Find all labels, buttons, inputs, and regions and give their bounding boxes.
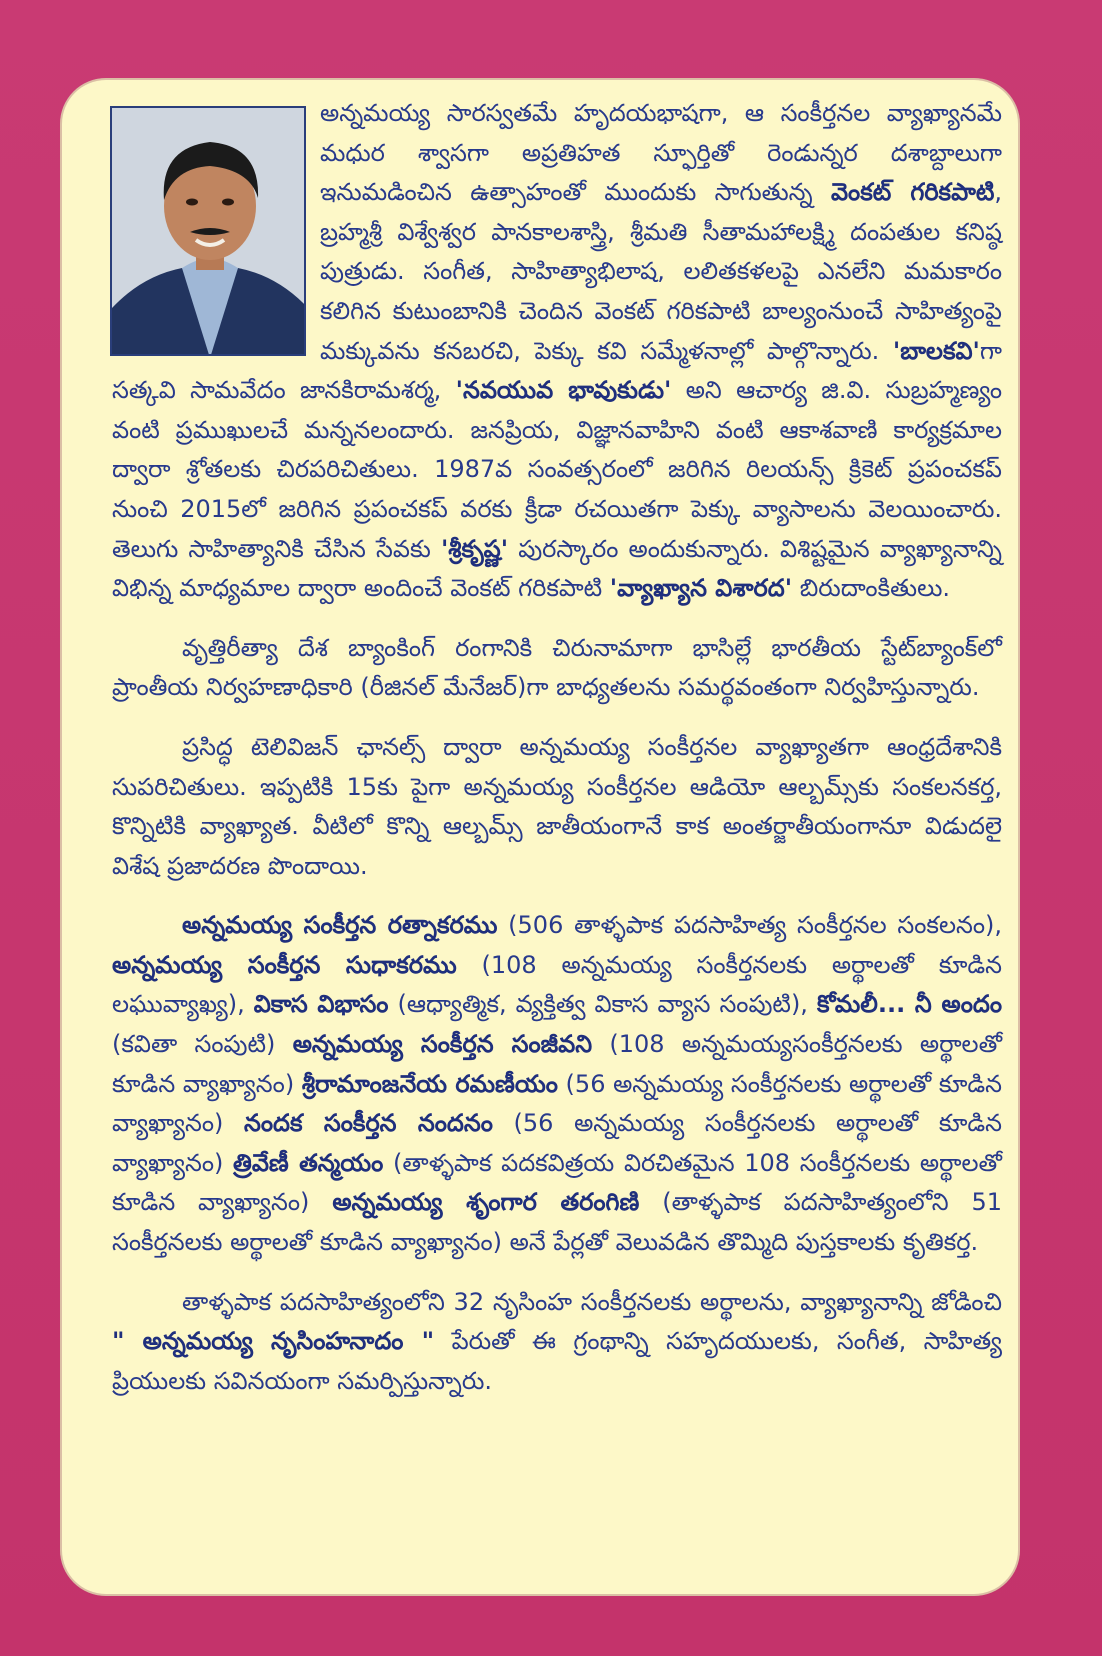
intro-text-1: అన్నమయ్య సారస్వతమే హృదయభాషగా, ఆ సంకీర్తనల వ్యాఖ్యానమే మధుర శ్వాసగా అప్రతిహత స్ఫూర్తితో రెండున్నర దశాబ్దాలుగా ఇనుమడించిన ఉత్సాహంతో ముందుకు సాగుతున్న xyxy=(320,99,1002,207)
book-desc-6: (56 అన్నమయ్య సంకీర్తనలకు అర్థాలతో కూడిన వ్యాఖ్యానం) xyxy=(112,1069,1002,1138)
book-desc-5: (108 అన్నమయ్యసంకీర్తనలకు అర్థాలతో కూడిన వ్యాఖ్యానం) xyxy=(112,1030,1002,1098)
television-paragraph: ప్రసిద్ధ టెలివిజన్ ఛానల్స్ ద్వారా అన్నమయ్య సంకీర్తనల వ్యాఖ్యాతగా ఆంధ్రదేశానికి సుపరిచితులు. ఇప్పటికి 15కు పైగా అన్నమయ్య సంకీర్తనల ఆడియో ఆల్బమ్స్‌కు సంకలనకర్త, కొన్నిటికి వ్యాఖ్యాత. వీటిలో కొన్ని ఆల్బమ్స్ జాతీయంగానే కాక అంతర్జాతీయంగానూ విడుదలై విశేష ప్రజాదరణ పొందాయి. xyxy=(112,732,1002,880)
book-title-4: కోమలీ... నీ అందం xyxy=(816,990,1002,1019)
intro-text-4: అని ఆచార్య జి.వి. సుబ్రహ్మణ్యం వంటి ప్రముఖులచే మన్ననలందారు. జనప్రియ, విజ్ఞానవాహిని వంటి ఆకాశవాణి కార్యక్రమాల ద్వారా శ్రోతలకు చిరపరిచితులు. 1987వ సంవత్సరంలో జరిగిన రిలయన్స్ క్రికెట్ ప్రపంచకప్ నుంచి 2015లో జరిగిన ప్రపంచకప్ వరకు క్రీడా రచయితగా పెక్కు వ్యాసాలను వెలయించారు. తెలుగు సాహిత్యానికి చేసిన సేవకు xyxy=(112,376,1002,563)
book-desc-9: (తాళ్ళపాక పదసాహిత్యంలోని 51 సంకీర్తనలకు అర్థాలతో కూడిన వ్యాఖ్యానం) అనే పేర్లతో వెలువడిన తొమ్మిది పుస్తకాలకు కృతికర్త. xyxy=(112,1188,1002,1257)
title-vyakhyana-visarada: 'వ్యాఖ్యాన విశారద' xyxy=(609,574,793,603)
book-title-7: నందక సంకీర్తన నందనం xyxy=(244,1109,493,1138)
books-paragraph xyxy=(112,906,1002,1262)
intro-text-3: గా సత్కవి సామవేదం జానకిరామశర్మ, xyxy=(112,336,1002,405)
book-desc-2: (108 అన్నమయ్య సంకీర్తనలకు అర్థాలతో కూడిన లఘువ్యాఖ్య), xyxy=(112,950,1002,1019)
book-title-5: అన్నమయ్య సంకీర్తన సంజీవని xyxy=(292,1030,593,1059)
book-title-8: త్రివేణీ తన్మయం xyxy=(233,1148,384,1177)
closing-text-1: తాళ్ళపాక పదసాహిత్యంలోని 32 నృసింహ సంకీర్తనలకు అర్థాలను, వ్యాఖ్యానాన్ని జోడించి xyxy=(182,1287,1002,1316)
intro-text-6: బిరుదాంకితులు. xyxy=(792,574,951,603)
closing-text-2: పేరుతో ఈ గ్రంథాన్ని సహృదయులకు, సంగీత, సాహిత్య ప్రియులకు సవినయంగా సమర్పిస్తున్నారు. xyxy=(112,1327,1002,1395)
book-title-3: వికాస విభాసం xyxy=(253,990,389,1019)
book-title-6: శ్రీరామాంజనేయ రమణీయం xyxy=(301,1069,558,1098)
intro-paragraph xyxy=(112,94,1002,609)
book-desc-4: (కవితా సంపుటి) xyxy=(112,1030,293,1059)
book-desc-1: (506 తాళ్ళపాక పదసాహిత్య సంకీర్తనల సంకలనం), xyxy=(497,911,1002,940)
this-book-title: " అన్నమయ్య నృసింహనాదం " xyxy=(112,1327,435,1356)
book-desc-8: (తాళ్ళపాక పదకవిత్రయ విరచితమైన 108 సంకీర్తనలకు అర్థాలతో కూడిన వ్యాఖ్యానం) xyxy=(112,1148,1002,1217)
book-title-9: అన్నమయ్య శృంగార తరంగిణి xyxy=(332,1188,640,1217)
intro-text-5: పురస్కారం అందుకున్నారు. విశిష్టమైన వ్యాఖ్యానాన్ని విభిన్న మాధ్యమాల ద్వారా అందించే వెంకట్ గరికపాటి xyxy=(112,534,1002,603)
intro-text-2: , బ్రహ్మశ్రీ విశ్వేశ్వర పానకాలశాస్త్రి, శ్రీమతి సీతామహాలక్ష్మి దంపతుల కనిష్ఠ పుత్రుడు. సంగీత, సాహిత్యాభిలాష, లలితకళలపై ఎనలేని మమకారం కలిగిన కుటుంబానికి చెందిన వెంకట్ గరికపాటి బాల్యంనుంచే సాహిత్యంపై మక్కువను కనబరచి, పెక్కు కవి సమ్మేళనాల్లో పాల్గొన్నారు. xyxy=(320,178,1003,365)
book-desc-7: (56 అన్నమయ్య సంకీర్తనలకు అర్థాలతో కూడిన వ్యాఖ్యానం) xyxy=(112,1109,1002,1177)
biography-text xyxy=(112,94,1002,1401)
photo-spacer xyxy=(112,94,320,366)
closing-paragraph xyxy=(112,1283,1002,1402)
book-title-2: అన్నమయ్య సంకీర్తన సుధాకరము xyxy=(112,950,457,979)
title-navayuva: 'నవయువ భావుకుడు' xyxy=(455,376,672,405)
title-balakavi: 'బాలకవి' xyxy=(892,336,980,365)
author-name: వెంకట్ గరికపాటి xyxy=(830,178,995,207)
award-srikrishna: 'శ్రీకృష్ణ' xyxy=(440,534,509,563)
book-title-1: అన్నమయ్య సంకీర్తన రత్నాకరము xyxy=(182,911,498,940)
career-paragraph: వృత్తిరీత్యా దేశ బ్యాంకింగ్ రంగానికి చిరునామాగా భాసిల్లే భారతీయ స్టేట్‌బ్యాంక్‌లో ప్రాంతీయ నిర్వహణాధికారి (రీజినల్ మేనేజర్)గా బాధ్యతలను సమర్థవంతంగా నిర్వహిస్తున్నారు. xyxy=(112,633,1002,702)
book-desc-3: (ఆధ్యాత్మిక, వ్యక్తిత్వ వికాస వ్యాస సంపుటి), xyxy=(388,990,817,1019)
